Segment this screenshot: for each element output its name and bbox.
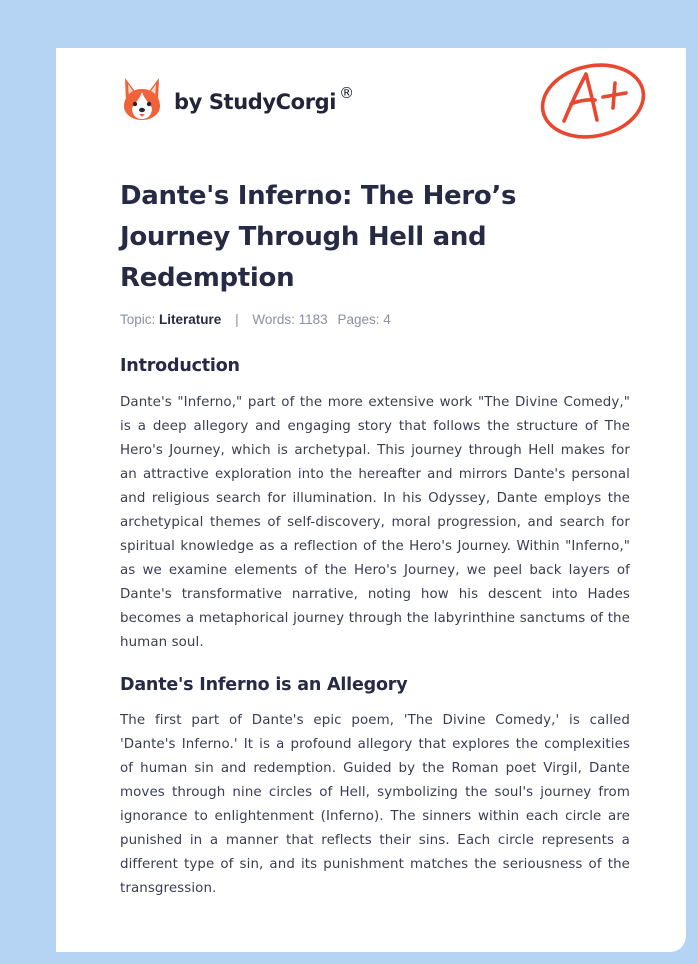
topic-link[interactable]: Literature [159, 312, 222, 327]
topic-label: Topic: [120, 312, 156, 327]
section-heading-allegory: Dante's Inferno is an Allegory [120, 675, 408, 695]
section-paragraph-allegory: The first part of Dante's epic poem, 'The Divine Comedy,' is called 'Dante's Inferno.' It is a profound allegory that explores the complexities of human sin and redemption. Guided by the Roman poet Virgil, Dante moves through nine circles of Hell, symbolizing the soul's journey from ignorance to enlightenment (Inferno). The sinners within each circle are punished in a manner that reflects their sins. Each circle represents a different type of sin, and its punishment matches the seriousness of the transgression. [120, 713, 630, 896]
brand-logo[interactable] [122, 76, 354, 122]
document-meta [120, 312, 391, 327]
brand-name: by StudyCorgi ® [174, 84, 354, 114]
pages-count: 4 [383, 312, 391, 327]
a-plus-grade-icon [538, 59, 650, 141]
corgi-logo-icon [122, 76, 162, 122]
page-title: Dante's Inferno: The Hero’s Journey Through Hell and Redemption [120, 181, 517, 293]
registered-mark: ® [339, 84, 354, 102]
meta-separator: | [235, 312, 239, 327]
pages-label: Pages: [337, 312, 380, 327]
words-count: 1183 [298, 312, 328, 327]
document-paper [56, 48, 686, 952]
section-heading-introduction: Introduction [120, 356, 240, 376]
words-label: Words: [252, 312, 295, 327]
section-paragraph-introduction: Dante's "Inferno," part of the more extensive work "The Divine Comedy," is a deep allegory and engaging story that follows the structure of The Hero's Journey, which is archetypal. This journey through Hell makes for an attractive exploration into the hereafter and mirrors Dante's personal and religious search for illumination. In his Odyssey, Dante employs the archetypical themes of self-discovery, moral progression, and search for spiritual knowledge as a reflection of the Hero's Journey. Within "Inferno," as we examine elements of the Hero's Journey, we peel back layers of Dante's transformative narrative, noting how his descent into Hades becomes a metaphorical journey through the labyrinthine sanctums of the human soul. [120, 395, 630, 650]
